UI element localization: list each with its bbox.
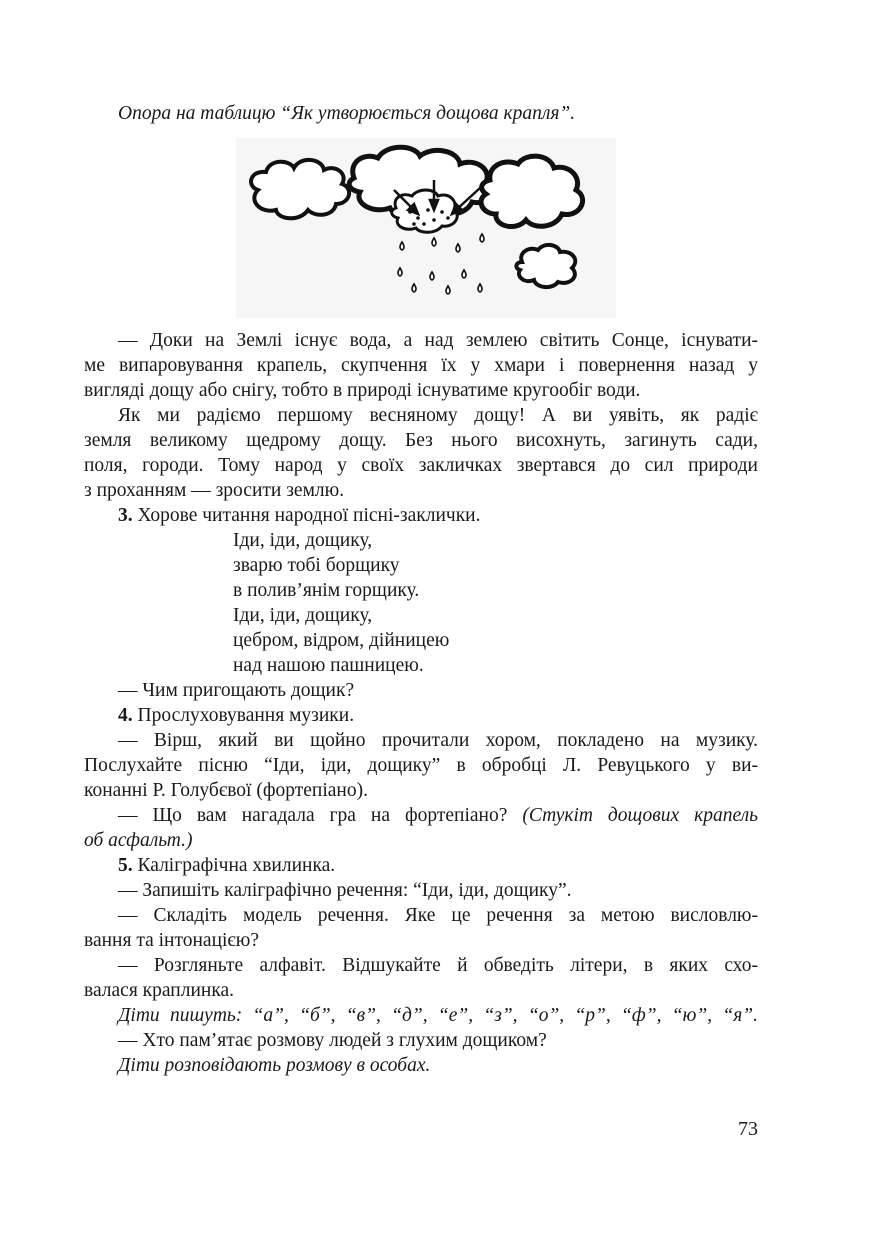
- paragraph-line: вигляді дощу або снігу, тобто в природі існуватиме кругообіг води.: [84, 380, 641, 401]
- paragraph-line: Послухайте пісню “Іди, іди, дощику” в обробці Л. Ревуцького у ви-: [84, 755, 758, 776]
- paragraph-line: ме випаровування крапель, скупчення їх у хмари і повернення назад у: [84, 355, 758, 376]
- section-5: [118, 853, 758, 878]
- children-write-line: Діти пишуть: “а”, “б”, “в”, “д”, “е”, “з”, “о”, “р”, “ф”, “ю”, “я”.: [118, 1005, 758, 1026]
- italic-note: (Стукіт дощових крапель: [522, 805, 758, 826]
- paragraph-line: конанні Р. Голубєвої (фортепіано).: [84, 780, 368, 801]
- right-cloud: [481, 156, 583, 226]
- left-cloud: [251, 160, 349, 218]
- poem-line: над нашою пашницею.: [233, 655, 424, 676]
- poem-line: в полив’янім горщику.: [233, 580, 420, 601]
- small-cloud: [516, 245, 575, 287]
- paragraph-line: — Складіть модель речення. Яке це речення за метою висловлю-: [118, 905, 758, 926]
- paragraph-line: — Доки на Землі існує вода, а над землею світить Сонце, існувати-: [118, 330, 758, 351]
- question-line: — Хто пам’ятає розмову людей з глухим дощиком?: [118, 1030, 547, 1051]
- paragraph-line: поля, городи. Тому народ у своїх закличках звертався до сил природи: [84, 455, 758, 476]
- paragraph-line: [118, 803, 758, 828]
- section-number: 3.: [118, 505, 133, 526]
- italic-note: об асфальт.): [84, 830, 193, 851]
- paragraph-line: з проханням — зросити землю.: [84, 480, 345, 501]
- poem-line: Іди, іди, дощику,: [233, 530, 373, 551]
- rain-clouds-illustration: [236, 138, 616, 318]
- page-number: 73: [738, 1118, 758, 1140]
- paragraph-line: Як ми радіємо першому весняному дощу! А ви уявіть, як радіє: [118, 405, 758, 426]
- section-title: Прослуховування музики.: [137, 705, 355, 726]
- section-number: 4.: [118, 705, 133, 726]
- question-line: — Чим пригощають дощик?: [118, 680, 355, 701]
- poem-line: зварю тобі борщику: [233, 555, 400, 576]
- paragraph-line: вання та інтонацією?: [84, 930, 260, 951]
- question-text: — Що вам нагадала гра на фортепіано?: [118, 805, 508, 826]
- poem-line: Іди, іди, дощику,: [233, 605, 373, 626]
- question-line: — Запишіть каліграфічно речення: “Іди, іди, дощику”.: [118, 880, 572, 901]
- paragraph-line: валася краплинка.: [84, 980, 235, 1001]
- poem-line: цебром, відром, дійницею: [233, 630, 450, 651]
- section-title: Хорове читання народної пісні-заклички.: [137, 505, 481, 526]
- paragraph-line: земля великому щедрому дощу. Без нього висохнуть, загинуть сади,: [84, 430, 758, 451]
- figure-caption: Опора на таблицю “Як утворюється дощова крапля”.: [118, 103, 576, 124]
- section-title: Каліграфічна хвилинка.: [137, 855, 336, 876]
- paragraph-line: — Розгляньте алфавіт. Відшукайте й обведіть літери, в яких схо-: [118, 955, 758, 976]
- section-4: [118, 703, 758, 728]
- section-3: [118, 503, 758, 528]
- paragraph-line: — Вірш, який ви щойно прочитали хором, покладено на музику.: [118, 730, 758, 751]
- section-number: 5.: [118, 855, 133, 876]
- children-tell-line: Діти розповідають розмову в особах.: [118, 1055, 431, 1076]
